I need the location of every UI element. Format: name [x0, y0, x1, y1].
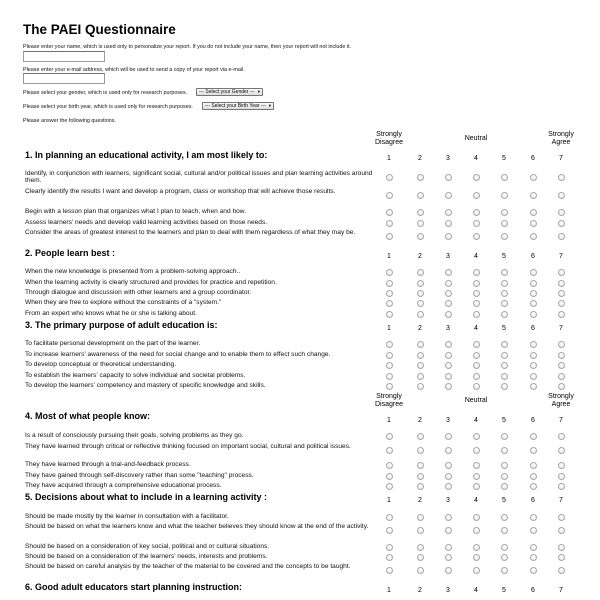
- question-title: 5. Decisions about what to include in a learning activity :: [25, 492, 268, 502]
- rating-radio-4[interactable]: [473, 567, 480, 574]
- rating-radio-5[interactable]: [501, 362, 508, 369]
- scale-number: 7: [559, 497, 563, 504]
- rating-radio-1[interactable]: [386, 483, 393, 490]
- rating-radio-5[interactable]: [501, 433, 508, 440]
- question-option: To facilitate personal development on the part of the learner.: [25, 340, 201, 347]
- rating-radio-7[interactable]: [558, 462, 565, 469]
- scale-label-strongly-disagree: Strongly Disagree: [374, 393, 403, 408]
- rating-radio-2[interactable]: [417, 352, 424, 359]
- rating-radio-1[interactable]: [386, 192, 393, 199]
- rating-radio-2[interactable]: [417, 383, 424, 390]
- rating-radio-6[interactable]: [530, 373, 537, 380]
- rating-radio-5[interactable]: [501, 527, 508, 534]
- question-option: Identify, in conjunction with learners, significant social, cultural and/or political issues and plan learning activities around them.: [25, 170, 373, 184]
- rating-radio-6[interactable]: [530, 473, 537, 480]
- question-option: Should be based on a consideration of the learners' needs, interests and problems.: [25, 553, 268, 560]
- rating-radio-6[interactable]: [530, 544, 537, 551]
- rating-radio-4[interactable]: [473, 362, 480, 369]
- rating-radio-2[interactable]: [417, 527, 424, 534]
- rating-radio-6[interactable]: [530, 341, 537, 348]
- rating-radio-3[interactable]: [445, 544, 452, 551]
- rating-radio-2[interactable]: [417, 192, 424, 199]
- rating-radio-3[interactable]: [445, 362, 452, 369]
- rating-radio-5[interactable]: [501, 233, 508, 240]
- rating-radio-7[interactable]: [558, 280, 565, 287]
- scale-number: 6: [531, 253, 535, 260]
- rating-radio-4[interactable]: [473, 269, 480, 276]
- question-option: They have learned through a trial-and-feedback process.: [25, 461, 191, 468]
- rating-radio-3[interactable]: [445, 311, 452, 318]
- rating-radio-7[interactable]: [558, 209, 565, 216]
- rating-radio-3[interactable]: [445, 483, 452, 490]
- email-label: Please enter your e-mail address, which will be used to send a copy of your report via e-mail.: [23, 67, 245, 73]
- rating-radio-1[interactable]: [386, 233, 393, 240]
- question-option: Begin with a lesson plan that organizes what I plan to teach, when and how.: [25, 208, 247, 215]
- rating-radio-4[interactable]: [473, 290, 480, 297]
- rating-radio-4[interactable]: [473, 209, 480, 216]
- rating-radio-3[interactable]: [445, 373, 452, 380]
- rating-radio-6[interactable]: [530, 433, 537, 440]
- question-option: Consider the areas of greatest interest to the learners and plan to deal with them regardless of what they may be.: [25, 229, 356, 236]
- rating-radio-2[interactable]: [417, 174, 424, 181]
- rating-radio-3[interactable]: [445, 447, 452, 454]
- scale-number: 3: [446, 587, 450, 594]
- rating-radio-4[interactable]: [473, 174, 480, 181]
- question-option: Should be made mostly by the learner in consultation with a facilitator.: [25, 513, 229, 520]
- question-option: Through dialogue and discussion with other learners and a group coordinator.: [25, 289, 252, 296]
- email-input[interactable]: [23, 73, 105, 84]
- rating-radio-3[interactable]: [445, 174, 452, 181]
- rating-radio-7[interactable]: [558, 567, 565, 574]
- rating-radio-7[interactable]: [558, 352, 565, 359]
- rating-radio-5[interactable]: [501, 483, 508, 490]
- rating-radio-1[interactable]: [386, 290, 393, 297]
- rating-radio-6[interactable]: [530, 192, 537, 199]
- question-option: Assess learners' needs and develop valid learning activities based on those needs.: [25, 219, 268, 226]
- rating-radio-1[interactable]: [386, 514, 393, 521]
- scale-number: 3: [446, 155, 450, 162]
- scale-number: 7: [559, 155, 563, 162]
- rating-radio-4[interactable]: [473, 233, 480, 240]
- rating-radio-7[interactable]: [558, 311, 565, 318]
- rating-radio-5[interactable]: [501, 341, 508, 348]
- rating-radio-7[interactable]: [558, 483, 565, 490]
- scale-number: 2: [418, 497, 422, 504]
- scale-number: 1: [387, 253, 391, 260]
- scale-number: 6: [531, 417, 535, 424]
- rating-radio-4[interactable]: [473, 341, 480, 348]
- gender-select-value: --- Select your Gender ---: [199, 89, 255, 95]
- rating-radio-2[interactable]: [417, 280, 424, 287]
- rating-radio-1[interactable]: [386, 280, 393, 287]
- rating-radio-2[interactable]: [417, 209, 424, 216]
- scale-label-neutral: Neutral: [464, 135, 488, 142]
- rating-radio-7[interactable]: [558, 290, 565, 297]
- rating-radio-2[interactable]: [417, 554, 424, 561]
- rating-radio-2[interactable]: [417, 220, 424, 227]
- birth-year-label: Please select your birth year, which is used only for research purposes.: [23, 104, 193, 110]
- rating-radio-3[interactable]: [445, 514, 452, 521]
- rating-radio-5[interactable]: [501, 209, 508, 216]
- rating-radio-1[interactable]: [386, 341, 393, 348]
- rating-radio-2[interactable]: [417, 341, 424, 348]
- rating-radio-1[interactable]: [386, 174, 393, 181]
- rating-radio-7[interactable]: [558, 544, 565, 551]
- scale-number: 1: [387, 417, 391, 424]
- rating-radio-4[interactable]: [473, 433, 480, 440]
- rating-radio-1[interactable]: [386, 352, 393, 359]
- scale-number: 3: [446, 325, 450, 332]
- question-option: To establish the learners' capacity to solve individual and societal problems.: [25, 372, 246, 379]
- scale-number: 2: [418, 253, 422, 260]
- rating-radio-4[interactable]: [473, 220, 480, 227]
- question-option: To develop conceptual or theoretical understanding.: [25, 361, 177, 368]
- rating-radio-1[interactable]: [386, 362, 393, 369]
- rating-radio-5[interactable]: [501, 447, 508, 454]
- scale-number: 6: [531, 155, 535, 162]
- rating-radio-4[interactable]: [473, 447, 480, 454]
- page-title: The PAEI Questionnaire: [23, 22, 176, 37]
- birth-year-select-value: --- Select your Birth Year ---: [205, 103, 266, 109]
- rating-radio-2[interactable]: [417, 544, 424, 551]
- rating-radio-4[interactable]: [473, 192, 480, 199]
- rating-radio-4[interactable]: [473, 300, 480, 307]
- rating-radio-6[interactable]: [530, 233, 537, 240]
- question-option: When they are free to explore without the constraints of a "system.": [25, 299, 222, 306]
- rating-radio-7[interactable]: [558, 383, 565, 390]
- rating-radio-6[interactable]: [530, 311, 537, 318]
- rating-radio-5[interactable]: [501, 554, 508, 561]
- rating-radio-2[interactable]: [417, 269, 424, 276]
- scale-label-strongly-agree: Strongly Agree: [548, 131, 574, 146]
- scale-number: 4: [474, 325, 478, 332]
- question-option: Should be based on careful analysis by the teacher of the material to be covered and the concepts to be taught.: [25, 563, 351, 570]
- rating-radio-7[interactable]: [558, 373, 565, 380]
- rating-radio-4[interactable]: [473, 483, 480, 490]
- rating-radio-7[interactable]: [558, 514, 565, 521]
- rating-radio-3[interactable]: [445, 192, 452, 199]
- rating-radio-3[interactable]: [445, 269, 452, 276]
- question-option: They have learned through critical or reflective thinking focused on important social, cultural and political issues.: [25, 443, 351, 450]
- rating-radio-1[interactable]: [386, 433, 393, 440]
- rating-radio-3[interactable]: [445, 233, 452, 240]
- rating-radio-4[interactable]: [473, 352, 480, 359]
- rating-radio-3[interactable]: [445, 527, 452, 534]
- rating-radio-5[interactable]: [501, 383, 508, 390]
- rating-radio-7[interactable]: [558, 192, 565, 199]
- rating-radio-5[interactable]: [501, 311, 508, 318]
- rating-radio-6[interactable]: [530, 362, 537, 369]
- rating-radio-5[interactable]: [501, 280, 508, 287]
- rating-radio-6[interactable]: [530, 527, 537, 534]
- rating-radio-3[interactable]: [445, 567, 452, 574]
- scale-number: 5: [502, 253, 506, 260]
- rating-radio-2[interactable]: [417, 473, 424, 480]
- scale-number: 6: [531, 325, 535, 332]
- rating-radio-1[interactable]: [386, 373, 393, 380]
- rating-radio-5[interactable]: [501, 352, 508, 359]
- rating-radio-2[interactable]: [417, 483, 424, 490]
- rating-radio-1[interactable]: [386, 447, 393, 454]
- rating-radio-1[interactable]: [386, 473, 393, 480]
- rating-radio-7[interactable]: [558, 362, 565, 369]
- rating-radio-7[interactable]: [558, 433, 565, 440]
- rating-radio-4[interactable]: [473, 373, 480, 380]
- rating-radio-5[interactable]: [501, 192, 508, 199]
- rating-radio-6[interactable]: [530, 352, 537, 359]
- question-title: 4. Most of what people know:: [25, 411, 151, 421]
- name-input[interactable]: [23, 51, 105, 62]
- rating-radio-2[interactable]: [417, 300, 424, 307]
- rating-radio-5[interactable]: [501, 290, 508, 297]
- rating-radio-7[interactable]: [558, 220, 565, 227]
- rating-radio-3[interactable]: [445, 209, 452, 216]
- rating-radio-1[interactable]: [386, 269, 393, 276]
- rating-radio-6[interactable]: [530, 209, 537, 216]
- birth-year-select[interactable]: [202, 102, 274, 110]
- gender-select[interactable]: [196, 88, 263, 96]
- rating-radio-4[interactable]: [473, 462, 480, 469]
- rating-radio-7[interactable]: [558, 447, 565, 454]
- question-option: Is a result of consciously pursuing their goals, solving problems as they go.: [25, 432, 244, 439]
- rating-radio-6[interactable]: [530, 300, 537, 307]
- question-option: When the learning activity is clearly structured and provides for practice and repetition.: [25, 279, 277, 286]
- scale-number: 3: [446, 253, 450, 260]
- rating-radio-3[interactable]: [445, 341, 452, 348]
- rating-radio-1[interactable]: [386, 311, 393, 318]
- scale-number: 2: [418, 325, 422, 332]
- scale-number: 4: [474, 497, 478, 504]
- scale-number: 4: [474, 587, 478, 594]
- rating-radio-6[interactable]: [530, 483, 537, 490]
- rating-radio-4[interactable]: [473, 527, 480, 534]
- rating-radio-5[interactable]: [501, 373, 508, 380]
- rating-radio-2[interactable]: [417, 362, 424, 369]
- rating-radio-7[interactable]: [558, 554, 565, 561]
- rating-radio-6[interactable]: [530, 269, 537, 276]
- scale-number: 5: [502, 325, 506, 332]
- scale-number: 7: [559, 417, 563, 424]
- rating-radio-5[interactable]: [501, 462, 508, 469]
- question-title: 6. Good adult educators start planning instruction:: [25, 582, 243, 592]
- rating-radio-3[interactable]: [445, 290, 452, 297]
- question-option: Clearly identify the results I want and develop a program, class or workshop that will achieve those results.: [25, 188, 336, 195]
- scale-label-neutral: Neutral: [464, 397, 488, 404]
- rating-radio-2[interactable]: [417, 233, 424, 240]
- scale-number: 6: [531, 497, 535, 504]
- gender-label: Please select your gender, which is used only for research purposes.: [23, 90, 188, 96]
- scale-number: 2: [418, 587, 422, 594]
- rating-radio-4[interactable]: [473, 473, 480, 480]
- rating-radio-6[interactable]: [530, 554, 537, 561]
- rating-radio-4[interactable]: [473, 554, 480, 561]
- rating-radio-1[interactable]: [386, 462, 393, 469]
- rating-radio-3[interactable]: [445, 554, 452, 561]
- dropdown-arrow-icon: ▼: [256, 89, 261, 94]
- scale-number: 2: [418, 417, 422, 424]
- rating-radio-3[interactable]: [445, 473, 452, 480]
- rating-radio-7[interactable]: [558, 269, 565, 276]
- scale-number: 5: [502, 497, 506, 504]
- question-option: Should be based on a consideration of key social, political and or cultural situations.: [25, 543, 270, 550]
- rating-radio-2[interactable]: [417, 433, 424, 440]
- rating-radio-5[interactable]: [501, 567, 508, 574]
- scale-number: 2: [418, 155, 422, 162]
- scale-number: 5: [502, 587, 506, 594]
- rating-radio-7[interactable]: [558, 527, 565, 534]
- scale-number: 7: [559, 587, 563, 594]
- rating-radio-1[interactable]: [386, 209, 393, 216]
- scale-number: 4: [474, 155, 478, 162]
- instructions-label: Please answer the following questions.: [23, 118, 116, 124]
- scale-number: 1: [387, 587, 391, 594]
- scale-number: 5: [502, 155, 506, 162]
- rating-radio-1[interactable]: [386, 300, 393, 307]
- name-label: Please enter your name, which is used only to personalize your report. If you do not include your name, then your report will not include it.: [23, 44, 352, 50]
- rating-radio-2[interactable]: [417, 514, 424, 521]
- scale-number: 7: [559, 253, 563, 260]
- rating-radio-6[interactable]: [530, 383, 537, 390]
- rating-radio-6[interactable]: [530, 280, 537, 287]
- rating-radio-2[interactable]: [417, 447, 424, 454]
- rating-radio-1[interactable]: [386, 383, 393, 390]
- dropdown-arrow-icon: ▼: [267, 103, 272, 108]
- question-title: 3. The primary purpose of adult education is:: [25, 320, 218, 330]
- rating-radio-4[interactable]: [473, 514, 480, 521]
- question-option: Should be based on what the learners know and what the teacher believes they should know at the end of the activity.: [25, 523, 369, 530]
- rating-radio-1[interactable]: [386, 544, 393, 551]
- rating-radio-4[interactable]: [473, 311, 480, 318]
- scale-number: 4: [474, 253, 478, 260]
- rating-radio-6[interactable]: [530, 462, 537, 469]
- scale-number: 1: [387, 155, 391, 162]
- rating-radio-4[interactable]: [473, 280, 480, 287]
- rating-radio-6[interactable]: [530, 290, 537, 297]
- rating-radio-7[interactable]: [558, 341, 565, 348]
- rating-radio-1[interactable]: [386, 220, 393, 227]
- rating-radio-1[interactable]: [386, 527, 393, 534]
- rating-radio-5[interactable]: [501, 473, 508, 480]
- rating-radio-2[interactable]: [417, 373, 424, 380]
- scale-number: 1: [387, 497, 391, 504]
- rating-radio-6[interactable]: [530, 447, 537, 454]
- rating-radio-5[interactable]: [501, 220, 508, 227]
- rating-radio-5[interactable]: [501, 174, 508, 181]
- rating-radio-3[interactable]: [445, 300, 452, 307]
- rating-radio-2[interactable]: [417, 567, 424, 574]
- rating-radio-3[interactable]: [445, 220, 452, 227]
- rating-radio-7[interactable]: [558, 233, 565, 240]
- rating-radio-5[interactable]: [501, 544, 508, 551]
- rating-radio-6[interactable]: [530, 174, 537, 181]
- question-option: They have acquired through a comprehensive educational process.: [25, 482, 222, 489]
- scale-number: 3: [446, 417, 450, 424]
- question-option: They have gained through self-discovery rather than some "teaching" process.: [25, 472, 254, 479]
- scale-number: 4: [474, 417, 478, 424]
- rating-radio-3[interactable]: [445, 383, 452, 390]
- question-option: To increase learners' awareness of the need for social change and to enable them to effect such change.: [25, 351, 331, 358]
- rating-radio-2[interactable]: [417, 311, 424, 318]
- rating-radio-4[interactable]: [473, 544, 480, 551]
- scale-label-strongly-agree: Strongly Agree: [548, 393, 574, 408]
- scale-number: 6: [531, 587, 535, 594]
- rating-radio-5[interactable]: [501, 514, 508, 521]
- question-option: When the new knowledge is presented from a problem-solving approach..: [25, 268, 241, 275]
- rating-radio-5[interactable]: [501, 269, 508, 276]
- rating-radio-1[interactable]: [386, 554, 393, 561]
- rating-radio-6[interactable]: [530, 514, 537, 521]
- rating-radio-2[interactable]: [417, 290, 424, 297]
- rating-radio-3[interactable]: [445, 352, 452, 359]
- question-title: 1. In planning an educational activity, I am most likely to:: [25, 150, 268, 160]
- rating-radio-1[interactable]: [386, 567, 393, 574]
- rating-radio-3[interactable]: [445, 462, 452, 469]
- scale-number: 1: [387, 325, 391, 332]
- scale-label-strongly-disagree: Strongly Disagree: [374, 131, 403, 146]
- rating-radio-7[interactable]: [558, 473, 565, 480]
- rating-radio-6[interactable]: [530, 220, 537, 227]
- question-option: From an expert who knows what he or she is talking about.: [25, 310, 197, 317]
- rating-radio-3[interactable]: [445, 280, 452, 287]
- rating-radio-5[interactable]: [501, 300, 508, 307]
- rating-radio-3[interactable]: [445, 433, 452, 440]
- rating-radio-7[interactable]: [558, 174, 565, 181]
- scale-number: 7: [559, 325, 563, 332]
- scale-number: 3: [446, 497, 450, 504]
- question-option: To develop the learners' competency and mastery of specific knowledge and skills.: [25, 382, 266, 389]
- rating-radio-2[interactable]: [417, 462, 424, 469]
- scale-number: 5: [502, 417, 506, 424]
- rating-radio-7[interactable]: [558, 300, 565, 307]
- question-title: 2. People learn best :: [25, 248, 116, 258]
- rating-radio-6[interactable]: [530, 567, 537, 574]
- rating-radio-4[interactable]: [473, 383, 480, 390]
